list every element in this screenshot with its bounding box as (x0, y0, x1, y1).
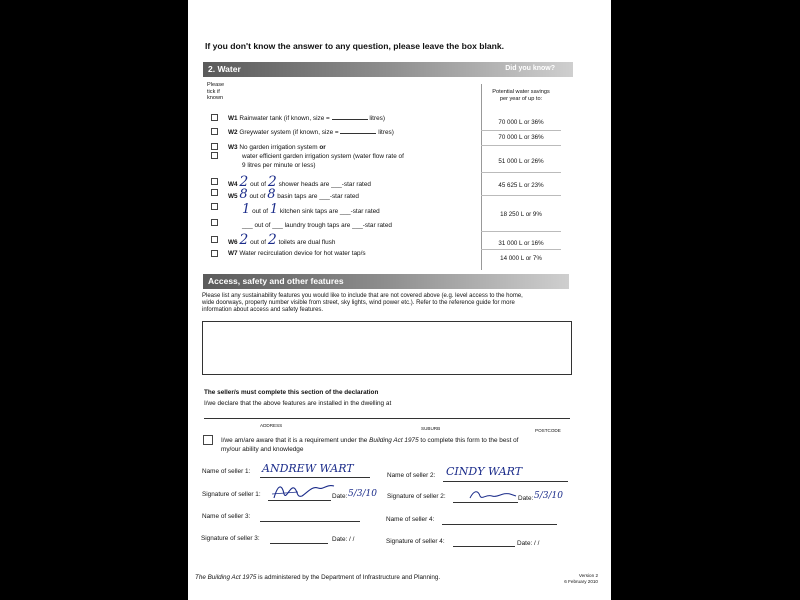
footer-version: Version 2 6 February 2010 (564, 573, 598, 584)
seller4-name-label: Name of seller 4: (386, 516, 435, 523)
did-you-know-label: Did you know? (505, 65, 555, 72)
row-divider (481, 145, 561, 146)
seller1-signature-label: Signature of seller 1: (202, 491, 261, 498)
seller3-signature-field[interactable] (270, 543, 328, 544)
form-page (188, 0, 611, 600)
w3-saving: 51 000 L or 26% (498, 158, 544, 165)
w2-saving: 70 000 L or 36% (498, 134, 544, 141)
water-section-header (203, 62, 573, 77)
w5-checkbox-laundry[interactable] (211, 219, 218, 226)
w7-checkbox[interactable] (211, 250, 218, 257)
seller1-name-field[interactable] (260, 477, 370, 478)
row-divider (481, 130, 561, 131)
w5-total-handwritten: 8 (267, 187, 276, 202)
access-instructions: Please list any sustainability features you would like to include that are not covered above (e.g. level access to the home, wide doorways, property number visible from street, sky lights, wind power etc.). Refer to the reference guide for more information about access and safety features. (202, 293, 523, 313)
seller3-date: Date: / / (332, 536, 355, 543)
row-divider (481, 249, 561, 250)
seller4-date: Date: / / (517, 540, 540, 547)
intro-instruction: If you don't know the answer to any question, please leave the box blank. (205, 41, 505, 51)
seller3-name-field[interactable] (260, 521, 360, 522)
tick-if-known-note: Please tick if known (207, 82, 225, 102)
w4-total-handwritten: 2 (267, 174, 277, 190)
row-divider (481, 231, 561, 232)
seller3-name-label: Name of seller 3: (202, 513, 251, 520)
w1-size-field[interactable] (332, 114, 368, 120)
w2-size-field[interactable] (340, 128, 376, 134)
w5-checkbox-kitchen[interactable] (211, 203, 218, 210)
w4-checkbox[interactable] (211, 178, 218, 185)
awareness-checkbox[interactable] (203, 435, 213, 445)
seller3-signature-label: Signature of seller 3: (201, 535, 260, 542)
savings-column-header: Potential water savings per year of up to: (492, 89, 550, 102)
w5-saving: 18 250 L or 9% (500, 211, 542, 218)
kitchen-total-handwritten: 1 (269, 202, 279, 217)
seller2-date-handwritten: 5/3/10 (534, 491, 563, 501)
w7-row: W7 Water recirculation device for hot water tap/s (228, 250, 366, 257)
seller1-signature-mark (268, 480, 338, 502)
w6-saving: 31 000 L or 16% (498, 240, 544, 247)
footer-statement: The Building Act 1975 is administered by the Department of Infrastructure and Planning. (195, 574, 441, 581)
seller4-name-field[interactable] (442, 524, 557, 525)
seller2-name-handwritten: CINDY WART (446, 465, 523, 478)
access-features-field[interactable] (202, 321, 572, 375)
row-divider (481, 172, 561, 173)
w7-saving: 14 000 L or 7% (500, 255, 542, 262)
seller2-name-field[interactable] (443, 481, 568, 482)
access-section-header (203, 274, 569, 289)
awareness-statement: I/we am/are aware that it is a requirement under the Building Act 1975 to complete this form to the best of my/our ability and knowledge (221, 437, 519, 453)
w6-count-handwritten: 2 (239, 232, 249, 248)
w1-row: W1 Rainwater tank (if known, size = litres) (228, 115, 385, 122)
w4-saving: 45 625 L or 23% (498, 182, 544, 189)
address-field[interactable] (204, 418, 570, 419)
w3-row: W3 No garden irrigation system or water efficient garden irrigation system (water flow rate of 9 litres per minute or less) (228, 144, 404, 169)
seller2-signature-label: Signature of seller 2: (387, 493, 446, 500)
w6-row: W6 2 out of 2 toilets are dual flush (228, 232, 336, 248)
w5-row: W5 8 out of 8 basin taps are ___-star rated (228, 187, 359, 202)
w2-checkbox[interactable] (211, 128, 218, 135)
w5-checkbox-basin[interactable] (211, 189, 218, 196)
w4-row: W4 2 out of 2 shower heads are ___-star rated (228, 174, 371, 190)
kitchen-count-handwritten: 1 (242, 202, 251, 217)
w5-laundry-row: ___ out of ___ laundry trough taps are ___-star rated (242, 222, 392, 229)
suburb-caption: SUBURB (421, 426, 441, 431)
address-caption: ADDRESS (260, 423, 283, 428)
w5-kitchen-row: 1 out of 1 kitchen sink taps are ___-star rated (242, 202, 380, 217)
declaration-statement: I/we declare that the above features are installed in the dwelling at (204, 400, 392, 407)
row-divider (481, 195, 561, 196)
seller2-date-label: Date: (518, 495, 534, 502)
seller1-name-label: Name of seller 1: (202, 468, 251, 475)
w3-checkbox-none[interactable] (211, 143, 218, 150)
w1-checkbox[interactable] (211, 114, 218, 121)
access-section-title: Access, safety and other features (208, 276, 344, 286)
seller1-name-handwritten: ANDREW WART (262, 462, 354, 475)
seller4-signature-label: Signature of seller 4: (386, 538, 445, 545)
seller2-signature-mark (466, 486, 521, 504)
water-section-title: 2. Water (208, 64, 241, 74)
seller1-date-label: Date: (332, 493, 348, 500)
w6-checkbox[interactable] (211, 236, 218, 243)
seller2-name-label: Name of seller 2: (387, 472, 436, 479)
w5-count-handwritten: 8 (239, 187, 248, 202)
w2-row: W2 Greywater system (if known, size = litres) (228, 129, 394, 136)
w6-total-handwritten: 2 (267, 232, 277, 248)
seller4-signature-field[interactable] (453, 546, 515, 547)
postcode-caption: POSTCODE (535, 428, 561, 433)
declaration-title: The seller/s must complete this section of the declaration (204, 389, 379, 396)
seller1-date-handwritten: 5/3/10 (348, 489, 377, 499)
w4-count-handwritten: 2 (239, 174, 249, 190)
w1-saving: 70 000 L or 36% (498, 119, 544, 126)
w3-checkbox-efficient[interactable] (211, 152, 218, 159)
